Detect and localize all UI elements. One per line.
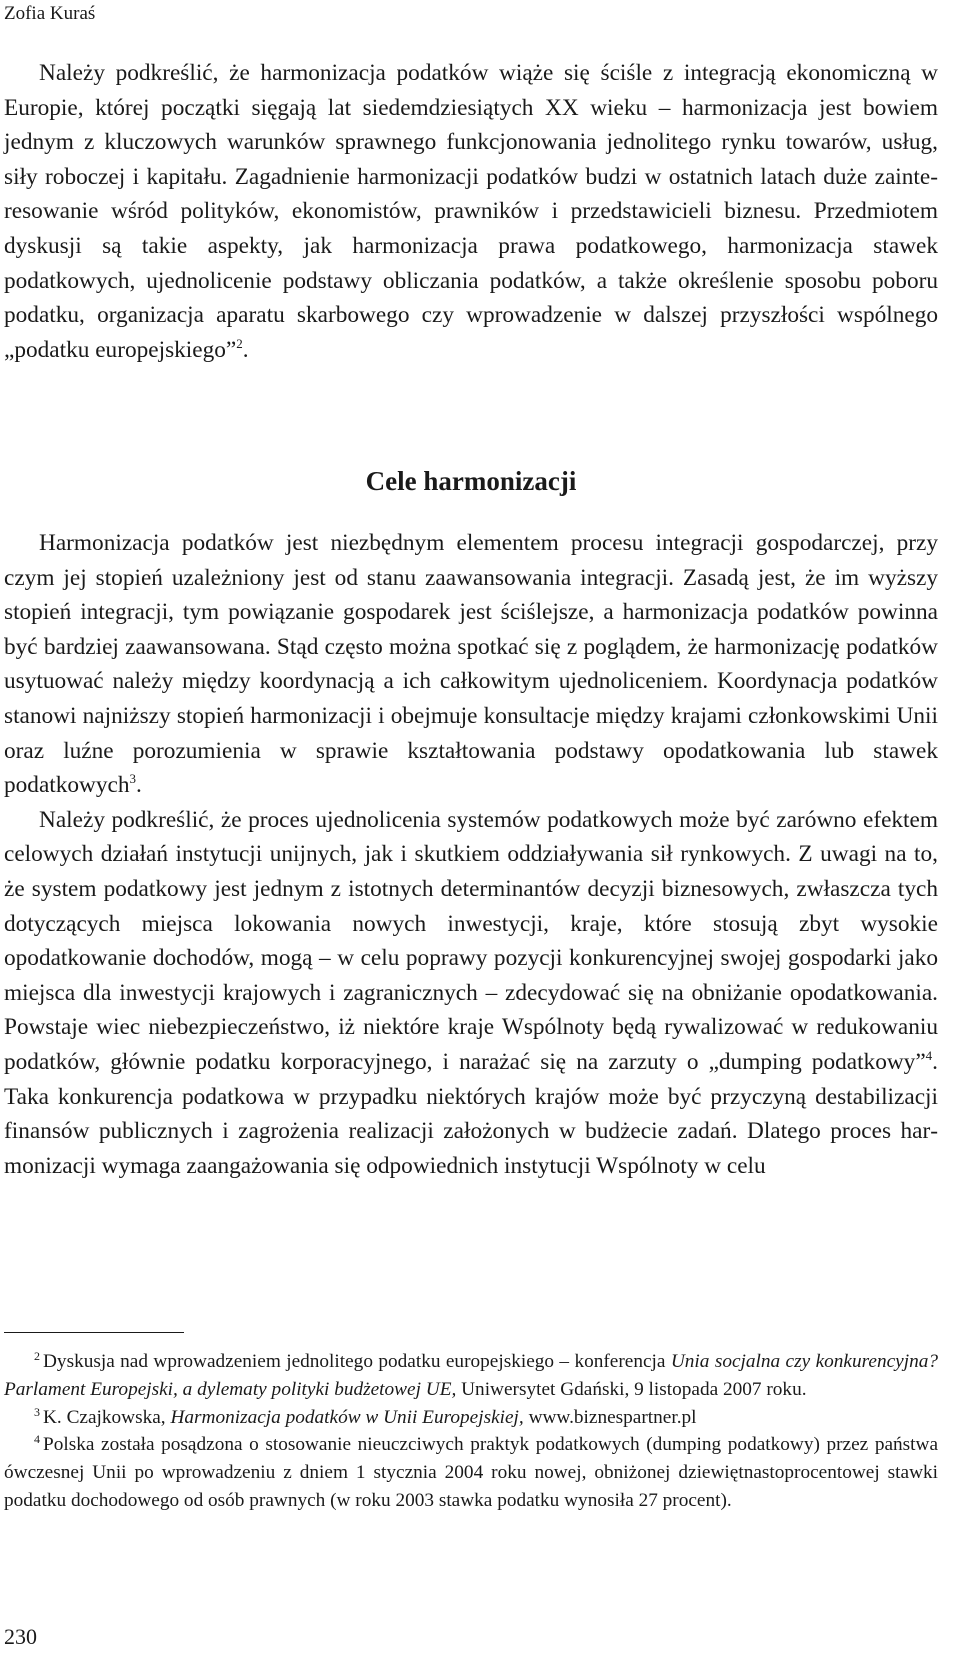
footnote-3-number: 3	[34, 1404, 40, 1419]
footnote-3-title: Harmonizacja podatków w Unii Europejskiej,	[170, 1406, 524, 1428]
main-paragraph-2-text-b: . Taka konkurencja podatkowa w przypadku niektórych krajów może być przyczyną destabilizacji finansów publicznych i zagrożenia realizacji założonych w budżecie zadań. Dlatego proces harmonizacji wymaga zaangażowania się odpowiednich instytucji Wspólnoty w celu	[4, 1048, 938, 1179]
footnote-4-text: Polska została posądzona o stosowanie nieuczciwych praktyk podatkowych (dumping podatkowy) przez państwa ówczesnej Unii po wprowadzeniu z dniem 1 stycznia 2004 roku nowej, obniżonej dziewiętnastoprocentowej stawki podatku dochodowego od osób prawnych (w roku 2003 stawka podatku wynosiła 27 procent).	[4, 1434, 938, 1511]
footnotes	[4, 1348, 938, 1515]
page-number: 230	[4, 1624, 37, 1649]
footnote-3-text-a: K. Czajkowska,	[43, 1406, 171, 1428]
main-paragraph-1-end: .	[136, 772, 142, 799]
section-heading: Cele harmonizacji	[365, 466, 577, 496]
footnote-3	[4, 1404, 938, 1432]
main-paragraph-2	[4, 803, 938, 1184]
footnote-2-number: 2	[34, 1349, 40, 1363]
footnote-ref-3[interactable]: 3	[129, 771, 137, 787]
footnote-3-link[interactable]: www.biznespartner.pl	[523, 1406, 697, 1428]
footnote-ref-2[interactable]: 2	[236, 335, 243, 351]
main-section	[4, 526, 938, 1183]
footnote-4	[4, 1431, 938, 1514]
running-header-author: Zofia Kuraś	[4, 3, 96, 24]
footnote-ref-4[interactable]: 4	[925, 1047, 933, 1063]
footnote-2	[4, 1348, 938, 1404]
intro-section	[4, 56, 938, 367]
footnote-2-title: Unia socjalna czy konkurencyjna? Parlament Europejski, a dylematy polityki budżetowej UE,	[4, 1351, 938, 1400]
footnote-2-text-b: Uniwersytet Gdański, 9 listopada 2007 roku.	[456, 1378, 807, 1400]
footnote-4-number: 4	[34, 1432, 40, 1447]
main-paragraph-2-text-a: Należy podkreślić, że proces ujednolicenia systemów podatkowych może być zarówno efektem celowych działań instytucji unijnych, jak i skutkiem oddziaływania sił rynkowych. Z uwagi na to, że system podatkowy jest jednym z istotnych determinantów decyzji biznesowych, zwłaszcza tych dotyczących miejsca lokowania nowych inwestycji, kraje, które stosują zbyt wysokie opodatkowanie dochodów, mogą – w celu poprawy pozycji konkurencyjnej swojej gospodarki jako miejsca dla inwestycji krajowych i zagranicznych – zdecydować się na obniżanie opodatkowania. Powstaje wiec niebezpieczeństwo, iż niektóre kraje Wspólnoty będą rywalizować w redukowaniu podatków, głównie podatku korporacyjnego, i narażać się na zarzuty o „dumping podatkowy”	[4, 806, 938, 1075]
intro-paragraph-text: Należy podkreślić, że harmonizacja podatków wiąże się ściśle z integracją ekonomiczną w Europie, której początki sięgają lat siedemdziesiątych XX wieku – harmonizacja jest bowiem jednym z kluczowych warunków sprawnego funkcjonowania jednolitego rynku towarów, usług, siły roboczej i kapitału. Zagadnienie harmonizacji podatków budzi w ostatnich latach duże zainteresowanie wśród polityków, ekonomistów, prawników i przedstawicieli biznesu. Przedmiotem dyskusji są takie aspekty, jak harmonizacja prawa podatkowego, harmonizacja stawek podatkowych, ujednolicenie podstawy obliczania podatków, a także określenie sposobu poboru podatku, organizacja aparatu skarbowego czy wprowadzenie w dalszej przyszłości wspólnego „podatku europejskiego”	[4, 60, 938, 363]
footnote-separator	[4, 1332, 184, 1333]
main-paragraph-1-text: Harmonizacja podatków jest niezbędnym elementem procesu integracji gospodarczej, przy czym jej stopień uzależniony jest od stanu zaawansowania integracji. Zasadą jest, że im wyższy stopień integracji, tym powiązanie gospodarek jest ściślejsze, a harmonizacja podatków powinna być bardziej zaawansowana. Stąd często można spotkać się z poglądem, że harmonizację podatków usytuować należy między koordynacją a ich całkowitym ujednoliceniem. Koordynacja podatków stanowi najniższy stopień harmonizacji i obejmuje konsultacje między krajami członkowskimi Unii oraz luźne porozumienia w sprawie kształtowania podstawy opodatkowania lub stawek podatkowych	[4, 530, 938, 799]
main-paragraph-1	[4, 526, 938, 803]
intro-paragraph	[4, 56, 938, 367]
intro-paragraph-end: .	[242, 336, 249, 363]
footnote-2-text-a: Dyskusja nad wprowadzeniem jednolitego podatku europejskiego – konferencja	[43, 1351, 671, 1372]
